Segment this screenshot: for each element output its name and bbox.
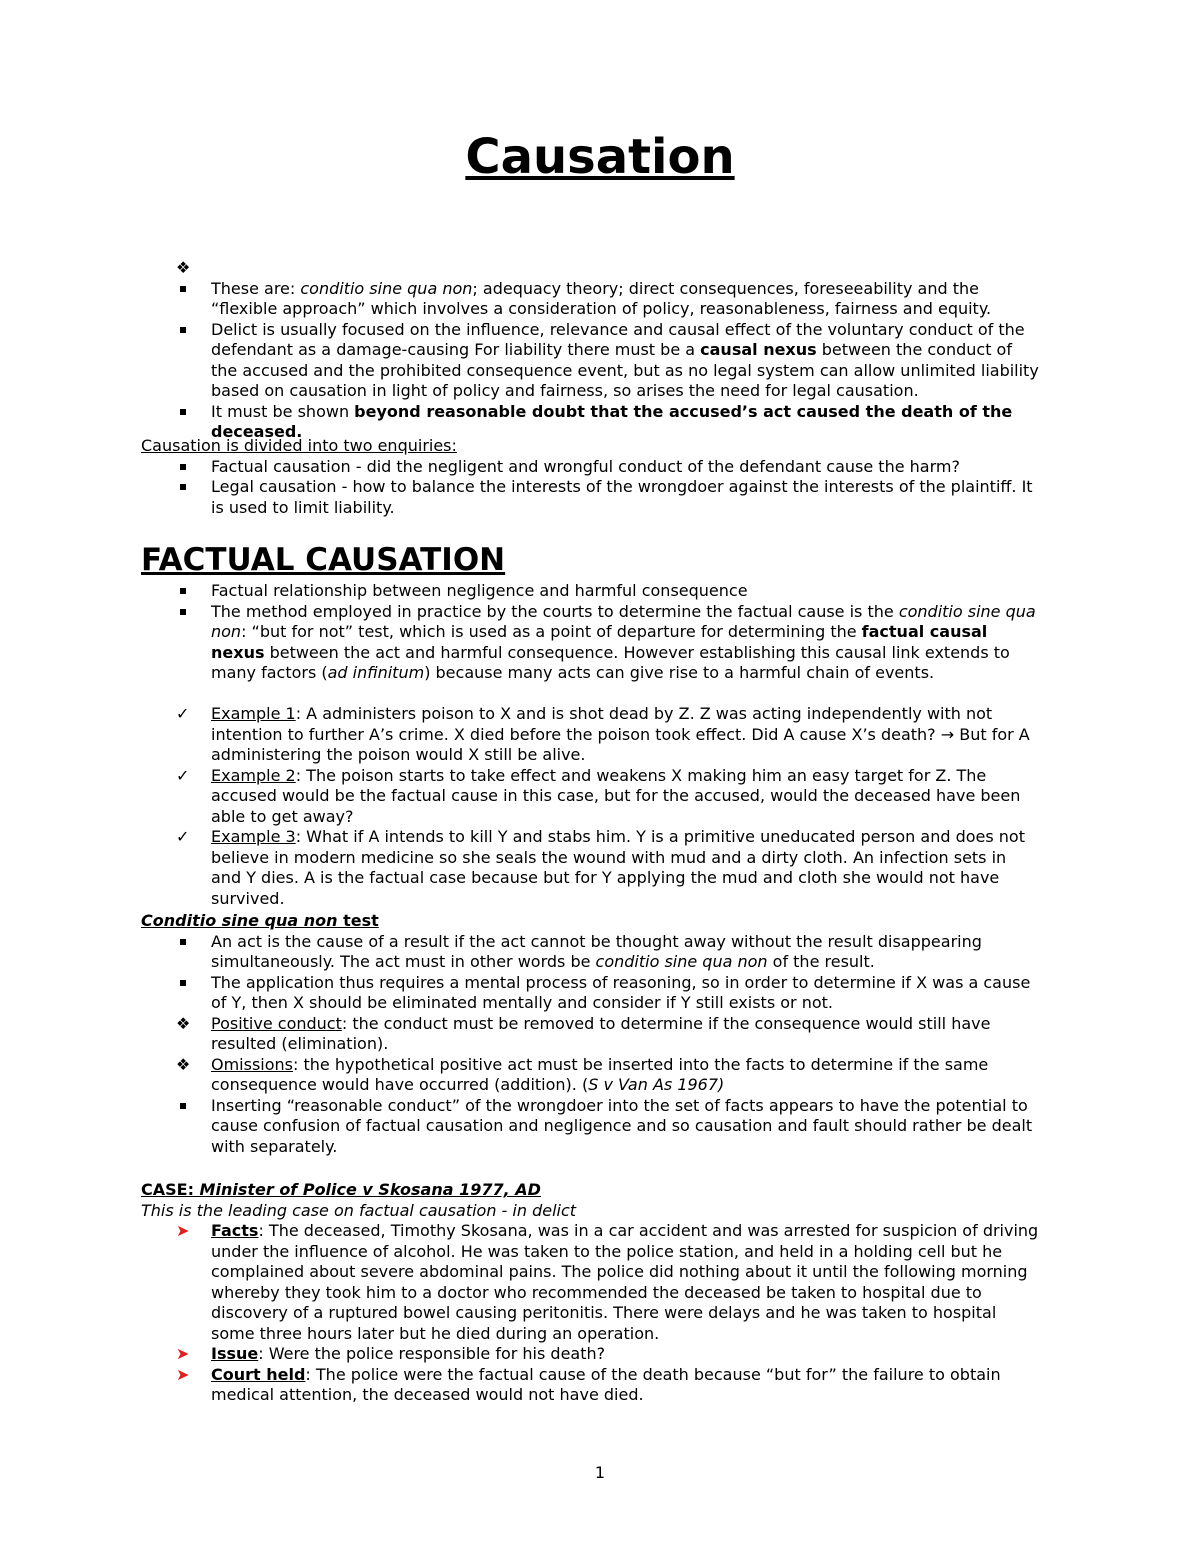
square-bullet-icon — [176, 477, 196, 490]
arrow-bullet-icon: ➤ — [176, 1221, 190, 1240]
text: Factual relationship between negligence and harmful consequence — [211, 581, 748, 600]
text: between the conduct of the accused and the prohibited consequence event, but as no legal system can allow unlimited liability based on causation in light of policy and fairness, so arises the need for legal causation. — [211, 340, 1039, 400]
facts-label: Facts — [211, 1221, 259, 1240]
intro-list — [141, 258, 1041, 443]
text: : What if A intends to kill Y and stabs him. Y is a primitive uneducated person and does not believe in modern medicine so she seals the wound with mud and a dirty cloth. An infection sets in and Y dies. A is the factual case because but for Y applying the mud and cloth she would not have survived. — [211, 827, 1025, 908]
text-italic: conditio sine qua non — [211, 601, 1036, 641]
square-bullet-icon — [176, 581, 196, 594]
square-bullet-icon — [176, 320, 196, 333]
square-bullet-icon — [176, 402, 196, 415]
text: ) because many acts can give rise to a harmful chain of events. — [424, 663, 935, 682]
example-label: Example 3 — [211, 827, 296, 846]
page-title: Causation — [465, 129, 735, 185]
list-item — [141, 1014, 1041, 1055]
text: : The police were the factual cause of the death because “but for” the failure to obtain medical attention, the deceased would not have died. — [211, 1364, 1001, 1404]
list-item — [141, 827, 1041, 909]
case-heading — [141, 1180, 1041, 1201]
checkmark-icon: ✓ — [176, 704, 190, 723]
text: : the hypothetical positive act must be inserted into the facts to determine if the same consequence would have occurred (addition). ( — [211, 1054, 989, 1094]
enquiries-heading: Causation is divided into two enquiries: — [141, 436, 457, 455]
list-item — [141, 581, 1041, 602]
text-italic: ad infinitum — [327, 663, 425, 682]
square-bullet-icon — [176, 973, 196, 986]
text: : the conduct must be removed to determine if the consequence would still have resulted (elimination). — [211, 1013, 991, 1053]
arrow-bullet-icon: ➤ — [176, 1364, 190, 1384]
text: The method employed in practice by the courts to determine the factual cause is the — [211, 601, 899, 621]
text-bold: beyond reasonable doubt that the accused’s act caused the death of the deceased. — [211, 401, 1013, 441]
section-heading-factual-causation: FACTUAL CAUSATION — [141, 542, 506, 578]
factual-section — [141, 581, 1041, 909]
list-item — [141, 1221, 1041, 1344]
list-item — [141, 279, 1041, 320]
enquiries-section — [141, 436, 1041, 518]
text-italic: conditio sine qua non — [595, 952, 768, 971]
text: of the result. — [767, 952, 875, 971]
list-item — [141, 766, 1041, 828]
page-number: 1 — [594, 1463, 606, 1482]
list-item — [141, 704, 1041, 766]
term-label: Positive conduct — [211, 1013, 342, 1033]
list-item — [141, 1344, 1041, 1365]
text: An act is the cause of a result if the act cannot be thought away without the result disappearing simultaneously. The act must in other words be — [211, 931, 982, 971]
diamond-bullet-icon: ❖ — [176, 1013, 191, 1033]
arrow-bullet-icon: ➤ — [176, 1344, 190, 1363]
text-bold: causal nexus — [700, 340, 817, 359]
csqn-section — [141, 911, 1041, 1157]
list-item — [141, 457, 1041, 478]
checkmark-icon: ✓ — [176, 765, 190, 785]
square-bullet-icon — [176, 932, 196, 945]
text: These are: — [211, 278, 301, 298]
text: It must be shown — [211, 401, 355, 421]
text: : The poison starts to take effect and weakens X making him an easy target for Z. The accused would be the factual cause in this case, but for the accused, would the deceased have been able to get away? — [211, 765, 1021, 826]
text: : The deceased, Timothy Skosana, was in a car accident and was arrested for suspicion of driving under the influence of alcohol. He was taken to the police station, and held in a holding cell but he complained about severe abdominal pains. The police did nothing about it until the following morning whereby they took him to a doctor who recommended the deceased be taken to hospital due to discovery of a ruptured bowel causing peritonitis. There were delays and he was taken to hospital some three hours later but he died during an operation. — [211, 1221, 1039, 1343]
list-item — [141, 258, 1041, 279]
checkmark-icon: ✓ — [176, 827, 190, 846]
diamond-bullet-icon: ❖ — [176, 1054, 191, 1074]
csqn-heading — [141, 911, 1041, 932]
list-item — [141, 1365, 1041, 1406]
text: : A administers poison to X and is shot dead by Z. Z was acting independently with not intention to further A’s crime. X died before the poison took effect. Did A cause X’s death? → But for A administering the poison would X still be alive. — [211, 704, 1030, 764]
text-italic: S v Van As 1967) — [588, 1075, 725, 1094]
square-bullet-icon — [176, 602, 196, 615]
case-name: Minister of Police v Skosana 1977, AD — [199, 1180, 541, 1199]
text: between the act and harmful consequence. However establishing this causal link extends to many factors ( — [211, 642, 1010, 682]
square-bullet-icon — [176, 1096, 196, 1109]
text: ; adequacy theory; direct consequences, foreseeability and the “flexible approach” which involves a consideration of policy, reasonableness, fairness and equity. — [211, 278, 992, 318]
list-item — [141, 1096, 1041, 1158]
text: Delict is usually focused on the influence, relevance and causal effect of the voluntary conduct of the defendant as a damage-causing For liability there must be a — [211, 319, 1025, 359]
list-item — [141, 973, 1041, 1014]
text: Inserting “reasonable conduct” of the wrongdoer into the set of facts appears to have the potential to cause confusion of factual causation and negligence and so causation and fault should rather be dealt with separately. — [211, 1095, 1033, 1156]
held-label: Court held — [211, 1364, 306, 1384]
text: test — [337, 911, 379, 930]
list-item — [141, 1055, 1041, 1096]
square-bullet-icon — [176, 279, 196, 292]
case-subtitle: This is the leading case on factual causation - in delict — [141, 1200, 577, 1220]
text: The application thus requires a mental process of reasoning, so in order to determine if X was a cause of Y, then X should be eliminated mentally and consider if Y still exists or not. — [211, 972, 1031, 1012]
text: Factual causation - did the negligent and wrongful conduct of the defendant cause the harm? — [211, 456, 960, 476]
list-item — [141, 477, 1041, 518]
term-label: Omissions — [211, 1054, 294, 1074]
text-italic: conditio sine qua non — [300, 278, 473, 298]
example-label: Example 1 — [211, 704, 296, 723]
case-section — [141, 1180, 1041, 1406]
case-label: CASE: — [141, 1180, 200, 1199]
list-item — [141, 932, 1041, 973]
text: : “but for not” test, which is used as a point of departure for determining the — [241, 622, 862, 641]
text-bold: factual causal nexus — [211, 622, 988, 662]
text-italic: Conditio sine qua non — [141, 911, 338, 930]
issue-label: Issue — [211, 1344, 259, 1363]
example-label: Example 2 — [211, 765, 296, 785]
text: Legal causation - how to balance the interests of the wrongdoer against the interests of the plaintiff. It is used to limit liability. — [211, 477, 1033, 517]
text: : Were the police responsible for his death? — [258, 1344, 606, 1363]
diamond-bullet-icon: ❖ — [176, 258, 191, 277]
list-item — [141, 320, 1041, 402]
square-bullet-icon — [176, 457, 196, 470]
list-item — [141, 602, 1041, 684]
